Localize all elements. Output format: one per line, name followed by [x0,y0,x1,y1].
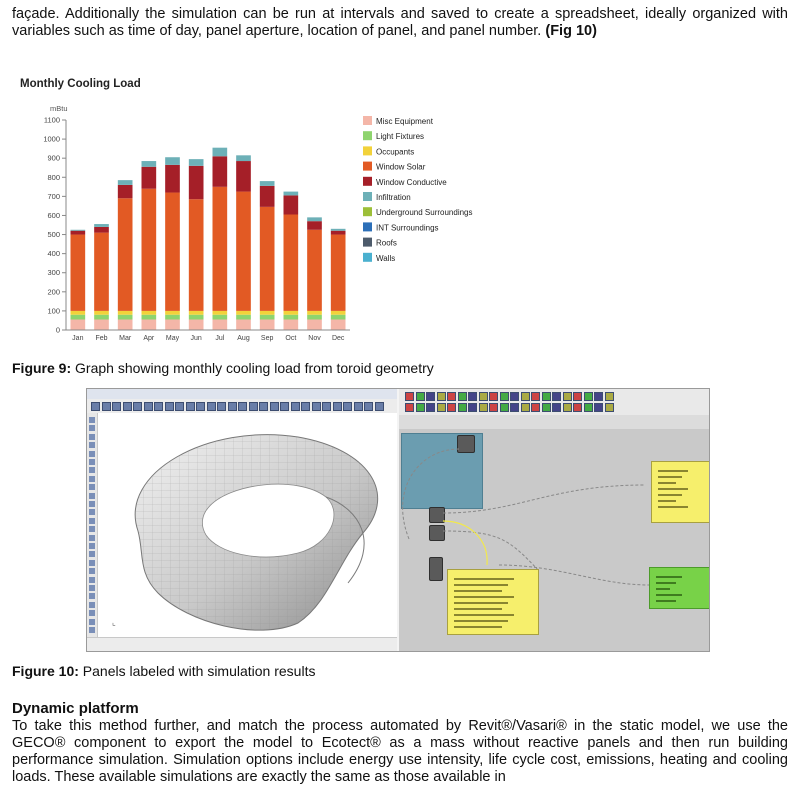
bar-segment-light-fixtures [283,315,298,320]
toolbar-tool-icon[interactable] [354,402,363,411]
panel-text-line [658,470,688,472]
panel-text-line [658,494,682,496]
panel-text-line [658,482,676,484]
bar-segment-infiltration [212,148,227,157]
toolbar-tool-icon[interactable] [165,402,174,411]
section-heading: Dynamic platform [12,700,139,717]
panel-text-line [656,594,682,596]
legend-label: Misc Equipment [376,117,433,126]
bar-segment-occupants [118,311,133,315]
bar-segment-misc-equipment [141,320,156,331]
figure10-label: Figure 10: [12,663,79,679]
bar-segment-occupants [260,311,275,315]
figure10-text: Panels labeled with simulation results [78,663,316,679]
panel-text-line [658,476,682,478]
legend-swatch [363,192,372,201]
toolbar-tool-icon[interactable] [270,402,279,411]
y-tick-label: 200 [47,287,60,297]
bar-segment-misc-equipment [331,320,346,331]
side-tool-icon[interactable] [89,518,95,524]
modeler-title-bar [87,389,397,399]
toolbar-tool-icon[interactable] [91,402,100,411]
bar-segment-infiltration [260,181,275,186]
toolbar-tool-icon[interactable] [375,402,384,411]
bar-segment-window-solar [94,233,109,311]
x-tick-label: Jan [72,335,84,342]
y-axis [43,116,66,335]
side-tool-icon[interactable] [89,434,95,440]
side-tool-icon[interactable] [89,593,95,599]
bar-segment-misc-equipment [212,320,227,331]
monthly-cooling-load-chart [10,70,570,350]
bar-segment-infiltration [141,161,156,167]
legend-swatch [363,162,372,171]
side-tool-icon[interactable] [89,585,95,591]
bar-segment-infiltration [70,230,85,231]
panel-labels-panel [447,569,539,635]
bar-segment-infiltration [307,217,322,221]
figure9-label: Figure 9: [12,360,72,376]
side-tool-icon[interactable] [89,526,95,532]
bar-segment-window-solar [118,198,133,311]
side-tool-icon[interactable] [89,442,95,448]
toolbar-tool-icon[interactable] [238,402,247,411]
side-tool-icon[interactable] [89,493,95,499]
x-tick-label: Jul [215,335,225,342]
toolbar-tool-icon[interactable] [133,402,142,411]
bar-segment-light-fixtures [212,315,227,320]
panel-text-line [454,608,502,610]
legend-swatch [363,116,372,125]
panel-text-line [656,576,682,578]
toolbar-tool-icon[interactable] [112,402,121,411]
toolbar-tool-icon[interactable] [196,402,205,411]
bar-segment-misc-equipment [94,320,109,331]
bar-segment-light-fixtures [307,315,322,320]
panel-text-line [454,602,508,604]
results-panel-green [649,567,710,609]
panel-text-line [454,626,502,628]
panel-text-line [454,614,514,616]
toolbar-tool-icon[interactable] [175,402,184,411]
y-tick-label: 600 [47,210,60,220]
bar-segment-window-solar [283,215,298,311]
bar-segment-window-conductive [118,185,133,198]
bar-segment-infiltration [118,180,133,185]
panel-text-line [658,488,688,490]
side-tool-icon[interactable] [89,568,95,574]
toolbar-tool-icon[interactable] [228,402,237,411]
bar-segment-window-conductive [165,165,180,193]
bar-segment-light-fixtures [236,315,251,320]
toolbar-tool-icon[interactable] [249,402,258,411]
bar-segment-light-fixtures [94,315,109,320]
chart-title: Monthly Cooling Load [20,78,141,90]
bar-segment-window-solar [260,207,275,311]
modeler-side-toolbar [87,413,98,637]
bar-segment-window-solar [141,189,156,311]
legend-swatch [363,177,372,186]
bar-segment-occupants [70,311,85,315]
side-tool-icon[interactable] [89,535,95,541]
bar-segment-window-solar [236,192,251,311]
legend-label: Occupants [376,147,415,157]
bar-segment-occupants [331,311,346,315]
bar-segment-light-fixtures [189,315,204,320]
bar-segment-window-conductive [189,166,204,199]
toolbar-tool-icon[interactable] [322,402,331,411]
toolbar-tool-icon[interactable] [186,402,195,411]
side-tool-icon[interactable] [89,619,95,625]
bar-segment-occupants [283,311,298,315]
bar-segment-misc-equipment [260,320,275,331]
toolbar-tool-icon[interactable] [207,402,216,411]
bar-segment-light-fixtures [331,315,346,320]
bar-segment-occupants [94,311,109,315]
bar-segment-window-solar [212,187,227,311]
x-tick-label: Feb [95,335,108,342]
figure10-caption [12,663,315,679]
bar-segment-light-fixtures [70,315,85,320]
bar-segment-window-conductive [94,227,109,233]
bar-segment-misc-equipment [70,320,85,331]
paragraph-intro-text: façade. Additionally the simulation can be run at intervals and saved to create a spreadsheet, ideally organized with variables such as time of day, panel aperture, location of panel, and panel number. [12,6,788,39]
y-tick-label: 0 [55,325,60,335]
legend-swatch [363,238,372,247]
bar-segment-occupants [212,311,227,315]
modeler-viewport [98,413,397,637]
panel-text-line [454,578,514,580]
legend-label: Walls [376,253,396,263]
bar-segment-occupants [189,311,204,315]
figure9-caption [12,360,434,376]
legend-swatch [363,222,372,231]
bar-segment-misc-equipment [189,320,204,331]
paragraph-dynamic-platform: To take this method further, and match the process automated by Revit®/Vasari® in the static model, we use the GECO® component to export the model to Ecotect® as a mass without reactive panels and then run building performance simulation. Simulation options include energy use intensity, life cycle cost, emissions, heating and cooling loads. These available simulations are exactly the same as those available in [12,718,788,785]
toolbar-tool-icon[interactable] [154,402,163,411]
toolbar-tool-icon[interactable] [123,402,132,411]
bar-segment-window-solar [70,235,85,311]
bar-segment-infiltration [189,159,204,166]
bar-segment-window-conductive [331,231,346,235]
panel-text-line [656,588,670,590]
bar-segment-light-fixtures [141,315,156,320]
results-panel-yellow [651,461,710,523]
figure10-screenshot [86,388,710,652]
toolbar-tool-icon[interactable] [312,402,321,411]
bar-segment-window-solar [165,193,180,311]
y-tick-label: 1100 [43,115,60,125]
panel-text-line [658,506,688,508]
bar-segment-infiltration [331,229,346,231]
x-tick-label: Nov [308,335,321,342]
bar-segment-occupants [236,311,251,315]
bar-segment-occupants [141,311,156,315]
panel-text-line [454,590,502,592]
x-tick-label: Oct [285,335,297,342]
legend-label: Underground Surroundings [376,208,473,218]
side-tool-icon[interactable] [89,467,95,473]
panel-text-line [656,600,676,602]
y-tick-label: 800 [47,172,60,182]
side-tool-icon[interactable] [89,602,95,608]
panel-text-line [454,596,514,598]
side-tool-icon[interactable] [89,425,95,431]
side-tool-icon[interactable] [89,509,95,515]
legend-swatch [363,131,372,140]
figure9-text: Graph showing monthly cooling load from toroid geometry [71,360,434,376]
toolbar-tool-icon[interactable] [217,402,226,411]
toolbar-tool-icon[interactable] [291,402,300,411]
modeler-toolbar [87,399,397,414]
legend-label: Window Conductive [376,177,447,187]
y-tick-label: 900 [47,153,60,163]
x-tick-label: Sep [260,335,274,342]
bar-segment-window-solar [307,230,322,311]
legend-label: Window Solar [376,162,426,172]
y-tick-label: 1000 [43,134,60,144]
legend-label: Light Fixtures [376,132,425,142]
x-tick-label: Apr [143,335,155,342]
y-tick-label: 100 [47,306,60,316]
side-tool-icon[interactable] [89,577,95,583]
toolbar-tool-icon[interactable] [259,402,268,411]
toolbar-tool-icon[interactable] [333,402,342,411]
panel-text-line [658,500,676,502]
x-axis [66,330,350,342]
legend-swatch [363,207,372,216]
y-tick-label: 500 [47,230,60,240]
bar-segment-misc-equipment [118,320,133,331]
bar-segment-light-fixtures [165,315,180,320]
bar-segment-window-conductive [70,231,85,235]
toolbar-tool-icon[interactable] [144,402,153,411]
legend-label: INT Surroundings [376,223,439,233]
bar-segment-light-fixtures [260,315,275,320]
toolbar-tool-icon[interactable] [301,402,310,411]
bar-segment-occupants [165,311,180,315]
y-axis-label: mBtu [50,104,68,113]
x-tick-label: Mar [119,335,132,342]
bar-segment-infiltration [165,157,180,165]
modeler-status-bar [87,637,397,652]
side-tool-icon[interactable] [89,451,95,457]
legend-label: Infiltration [376,193,411,202]
side-tool-icon[interactable] [89,551,95,557]
bar-segment-window-conductive [307,221,322,230]
side-tool-icon[interactable] [89,627,95,633]
toroid-model-render [98,413,397,637]
chart-legend [363,116,473,263]
toolbar-tool-icon[interactable] [364,402,373,411]
legend-swatch [363,253,372,262]
toolbar-tool-icon[interactable] [280,402,289,411]
side-tool-icon[interactable] [89,560,95,566]
bar-segment-infiltration [94,224,109,227]
bar-segment-window-solar [189,199,204,311]
panel-text-line [656,582,676,584]
bar-segment-misc-equipment [236,320,251,331]
x-tick-label: Dec [331,335,345,342]
svg-text:⌞: ⌞ [112,618,116,627]
y-tick-label: 300 [47,268,60,278]
bar-segment-misc-equipment [283,320,298,331]
panel-text-line [454,584,508,586]
legend-swatch [363,146,372,155]
y-tick-label: 400 [47,249,60,259]
side-tool-icon[interactable] [89,484,95,490]
side-tool-icon[interactable] [89,610,95,616]
x-tick-label: May [165,335,180,342]
side-tool-icon[interactable] [89,501,95,507]
side-tool-icon[interactable] [89,543,95,549]
x-tick-label: Aug [237,335,250,342]
side-tool-icon[interactable] [89,476,95,482]
side-tool-icon[interactable] [89,459,95,465]
toolbar-tool-icon[interactable] [343,402,352,411]
grasshopper-pane [399,389,709,651]
side-tool-icon[interactable] [89,417,95,423]
bar-segment-occupants [307,311,322,315]
bar-segment-misc-equipment [307,320,322,331]
bar-segment-infiltration [283,192,298,196]
y-tick-label: 700 [47,191,60,201]
bar-segment-window-solar [331,235,346,311]
paragraph-intro [12,6,788,40]
legend-label: Roofs [376,238,397,248]
bar-segment-light-fixtures [118,315,133,320]
bar-segment-window-conductive [260,186,275,207]
bar-segment-infiltration [236,155,251,161]
bar-group [70,148,345,330]
figure-reference: (Fig 10) [545,23,597,39]
x-tick-label: Jun [190,335,202,342]
toolbar-tool-icon[interactable] [102,402,111,411]
bar-segment-window-conductive [141,167,156,189]
bar-segment-misc-equipment [165,320,180,331]
bar-segment-window-conductive [283,195,298,214]
panel-text-line [454,620,508,622]
bar-segment-window-conductive [212,156,227,187]
bar-segment-window-conductive [236,161,251,192]
